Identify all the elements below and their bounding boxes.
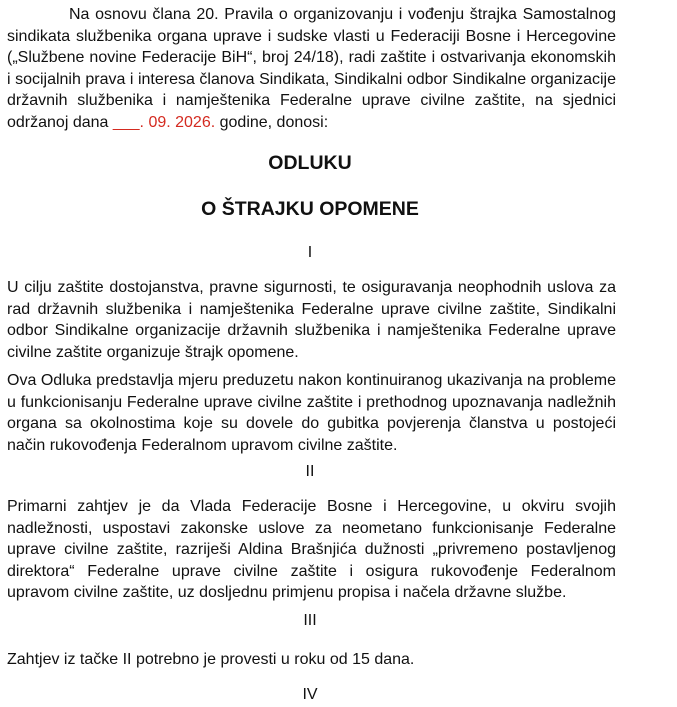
session-date-blank: ___. 09. 2026. xyxy=(112,113,216,131)
section-numeral-ii: II xyxy=(305,463,315,480)
document-title: ODLUKU xyxy=(268,152,352,174)
section-iii-paragraph-1: Zahtjev iz tačke II potrebno je provesti u roku od 15 dana. xyxy=(7,651,415,668)
section-numeral-iii: III xyxy=(303,612,317,629)
intro-text-before: Na osnovu člana 20. Pravila o organizovanju i vođenju štrajka Samostalnog sindikata službenika organa uprave i sudske vlasti u Federaciji Bosne i Hercegovine („Službene novine Federacije BiH“, broj 24/18), radi zaštite i ostvarivanja ekonomskih i socijalnih prava i interesa članova Sindikata, Sindikalni odbor Sindikalne organizacije državnih službenika i namještenika Federalne uprave civilne zaštite, na sjednici održanoj dana xyxy=(7,6,616,131)
intro-paragraph xyxy=(7,4,616,133)
section-i-paragraph-1: U cilju zaštite dostojanstva, pravne sigurnosti, te osiguravanja neophodnih uslova za rad državnih službenika i namještenika Federalne uprave civilne zaštite, Sindikalni odbor Sindikalne organizacije državnih službenika i namještenika Federalne uprave civilne zaštite organizuje štrajk opomene. xyxy=(7,279,616,361)
section-numeral-iv: IV xyxy=(302,686,318,703)
intro-text-after: godine, donosi: xyxy=(215,113,329,131)
document-subtitle: O ŠTRAJKU OPOMENE xyxy=(201,198,419,220)
section-i-paragraph-2: Ova Odluka predstavlja mjeru preduzetu nakon kontinuiranog ukazivanja na probleme u funkcionisanju Federalne uprave civilne zaštite i prethodnog upoznavanja nadležnih organa sa okolnostima koje su dovele do gubitka povjerenja članstva u postojeći način rukovođenja Federalnom upravom civilne zaštite. xyxy=(7,372,616,454)
section-numeral-i: I xyxy=(307,244,313,261)
section-ii-paragraph-1: Primarni zahtjev je da Vlada Federacije Bosne i Hercegovine, u okviru svojih nadležnosti, uspostavi zakonske uslove za neometano funkcionisanje Federalne uprave civilne zaštite, razriješi Aldina Brašnjića dužnosti „privremeno postavljenog direktora“ Federalne uprave civilne zaštite i osigura rukovođenje Federalnom upravom civilne zaštite, uz dosljednu primjenu propisa i načela državne službe. xyxy=(7,498,616,601)
